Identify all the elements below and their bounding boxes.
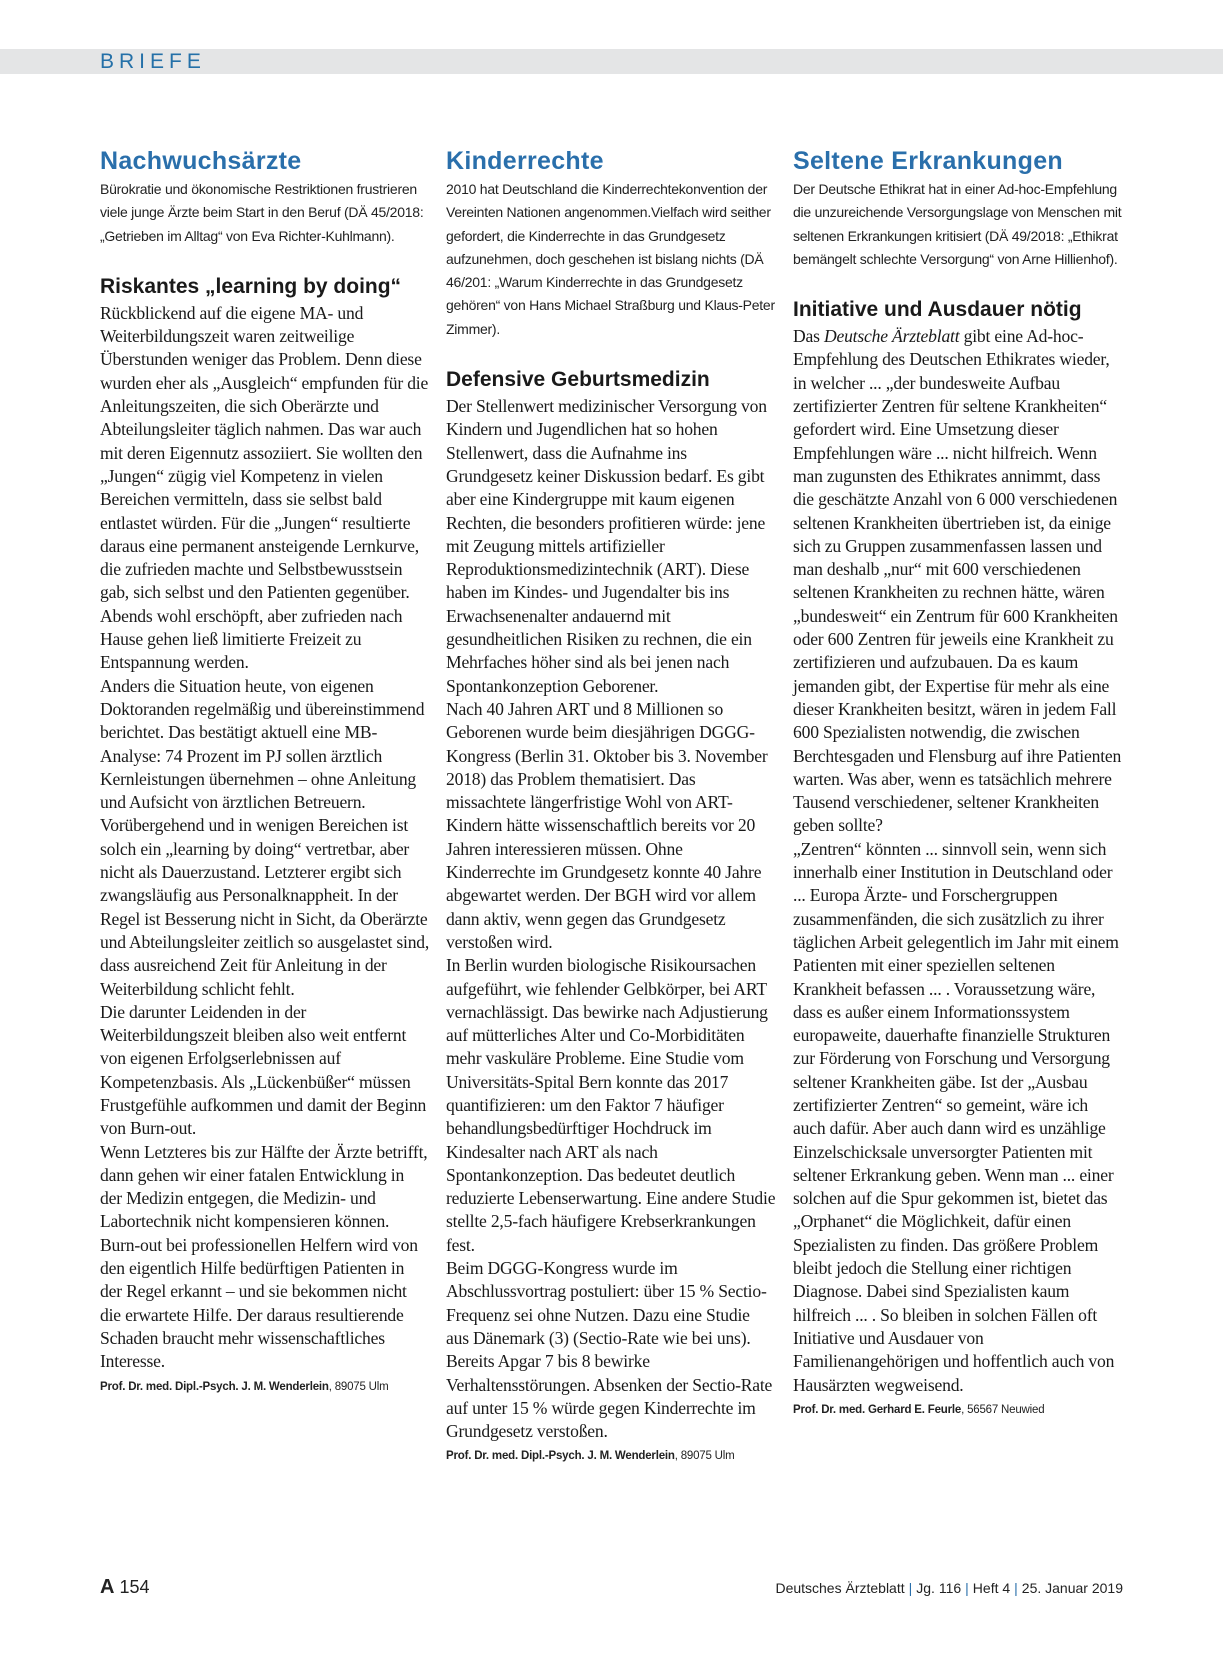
journal-volume: Jg. 116 bbox=[916, 1580, 962, 1596]
topic-intro: 2010 hat Deutschland die Kinderrechtekonvention der Vereinten Nationen angenommen.Vielfach wird seither gefordert, die Kinderrechte in das Grundgesetz aufzunehmen, doch geschehen ist bislang nichts (DÄ 46/201: „Warum Kinderrechte in das Grundgesetz gehören“ von Hans Michael Straßburg und Klaus-Peter Zimmer). bbox=[446, 181, 775, 337]
journal-name: Deutsches Ärzteblatt bbox=[775, 1580, 905, 1596]
signature-name: Prof. Dr. med. Dipl.-Psych. J. M. Wenderlein bbox=[446, 1450, 675, 1463]
topic-intro: Bürokratie und ökonomische Restriktionen frustrieren viele junge Ärzte beim Start in den Beruf (DÄ 45/2018: „Getrieben im Alltag“ von Eva Richter-Kuhlmann). bbox=[100, 181, 424, 244]
topic-title: Nachwuchsärzte bbox=[100, 147, 302, 175]
letter-paragraph: „Zentren“ könnten ... sinnvoll sein, wenn sich innerhalb einer Institution in Deutschland oder ... Europa Ärzte- und Forschergruppen zusammenfänden, die sich zusätzlich zu ihrer täglichen Arbeit gelegentlich im Jahr mit einem Patienten mit einer speziellen seltenen Krankheit befassen ... . Voraussetzung wäre, dass es außer einem Informationssystem europaweite, dauerhafte finanzielle Strukturen zur Förderung von Forschung und Versorgung seltener Krankheiten gäbe. Ist der „Ausbau zertifizierter Zentren“ so gemeint, wäre ich auch dafür. Aber auch dann wird es unzählige Einzelschicksale unversorgter Patienten mit seltener Erkrankung geben. Wenn man ... einer solchen auf die Spur gekommen ist, bietet das „Orphanet“ die Möglichkeit, dafür einen Spezialisten zu finden. Das größere Problem bleibt jedoch die Stellung einer richtigen Diagnose. Dabei sind Spezialisten kaum hilfreich ... . So bleiben in solchen Fällen oft Initiative und Ausdauer von Familienangehörigen und hoffentlich auch von Hausärzten wegweisend. bbox=[793, 838, 1119, 1395]
signature-name: Prof. Dr. med. Dipl.-Psych. J. M. Wenderlein bbox=[100, 1380, 329, 1393]
topic-intro: Der Deutsche Ethikrat hat in einer Ad-hoc-Empfehlung die unzureichende Versorgungslage von Menschen mit seltenen Erkrankungen kritisiert (DÄ 49/2018: „Ethikrat bemängelt schlechte Versorgung“ von Arne Hillienhof). bbox=[793, 181, 1122, 267]
letter-title: Defensive Geburtsmedizin bbox=[446, 368, 710, 392]
publication-name: Deutsche Ärzteblatt bbox=[823, 326, 960, 347]
letter-paragraph: Rückblickend auf die eigene MA- und Weiterbildungszeit waren zeitweilige Überstunden weniger das Problem. Denn diese wurden eher als „Ausgleich“ empfunden für die Anleitungszeiten, die sich Oberärzte und Abteilungsleiter täglich nahmen. Das war auch mit deren Eigennutz assoziiert. Sie wollten den „Jungen“ zügig viel Kompetenz in vielen Bereichen vermitteln, dass sie selbst bald entlastet würden. Für die „Jungen“ resultierte daraus eine permanent ansteigende Lernkurve, die zufrieden machte und Selbstbewusstsein gab, sich selbst und den Patienten gegenüber. Abends wohl erschöpft, aber zufrieden nach Hause gehen ließ limitierte Freizeit zu Entspannung werden. bbox=[100, 302, 429, 673]
separator: | bbox=[908, 1580, 913, 1596]
letter-signature bbox=[446, 1448, 776, 1464]
letter-column-3 bbox=[793, 146, 1123, 1418]
letter-paragraph bbox=[793, 325, 1123, 838]
section-label: BRIEFE bbox=[100, 50, 206, 73]
page-number bbox=[100, 1576, 150, 1599]
letter-signature bbox=[100, 1379, 430, 1395]
separator: | bbox=[965, 1580, 969, 1596]
page-prefix: A bbox=[100, 1576, 115, 1598]
signature-place: , 89075 Ulm bbox=[674, 1450, 735, 1463]
letter-paragraph: Wenn Letzteres bis zur Hälfte der Ärzte betrifft, dann gehen wir einer fatalen Entwicklung in der Medizin entgegen, die Medizin- und Labortechnik nicht kompensieren können. Burn-out bei professionellen Helfern wird von den eigentlich Hilfe bedürftigen Patienten in der Regel erkannt – und sie bekommen nicht die erwartete Hilfe. Der daraus resultierende Schaden braucht mehr wissenschaftliches Interesse. bbox=[100, 1141, 428, 1372]
journal-date: 25. Januar 2019 bbox=[1021, 1580, 1123, 1596]
signature-place: , 89075 Ulm bbox=[328, 1380, 389, 1393]
letter-paragraph: Der Stellenwert medizinischer Versorgung von Kindern und Jugendlichen hat so hohen Stellenwert, dass die Aufnahme ins Grundgesetz keiner Diskussion bedarf. Es gibt aber eine Kindergruppe mit kaum eigenen Rechten, die besonders profitieren würde: jene mit Zeugung mittels artifizieller Reproduktionsmedizintechnik (ART). Diese haben im Kindes- und Jugendalter bis ins Erwachsenenalter andauernd mit gesundheitlichen Risiken zu rechnen, die ein Mehrfaches höher sind als bei jenen nach Spontankonzeption Geborener. bbox=[446, 396, 767, 696]
page-number-value: 154 bbox=[119, 1577, 150, 1597]
signature-place: , 56567 Neuwied bbox=[961, 1403, 1045, 1416]
topic-title: Seltene Erkrankungen bbox=[793, 147, 1063, 175]
paragraph-rest: gibt eine Ad-hoc-Empfehlung des Deutschen Ethikrates wieder, in welcher ... „der bundesweite Aufbau zertifizierter Zentren für seltene Krankheiten“ gefordert wird. Eine Umsetzung dieser Empfehlungen wäre ... nicht hilfreich. Wenn man zugunsten des Ethikrates annimmt, dass die geschätzte Anzahl von 6 000 verschiedenen seltenen Krankheiten übertrieben ist, da einige sich zu Gruppen zusammenfassen lassen und man deshalb „nur“ mit 600 verschiedenen seltenen Krankheiten zu rechnen hätte, wären „bundesweit“ ein Zentrum für 600 Krankheiten oder 600 Zentren für jeweils eine Krankheit zu zertifizieren und aufzubauen. Da es kaum jemanden gibt, der Expertise für mehr als eine dieser Krankheiten besitzt, wären in jedem Fall 600 Spezialisten notwendig, die zwischen Berchtesgaden und Flensburg auf ihre Patienten warten. Was aber, wenn es tatsächlich mehrere Tausend verschiedener, seltener Krankheiten geben sollte? bbox=[793, 326, 1122, 836]
separator: | bbox=[1014, 1580, 1018, 1596]
letter-paragraph: In Berlin wurden biologische Risikoursachen aufgeführt, wie fehlender Gelbkörper, bei ART vernachlässigt. Das bewirke nach Adjustierung auf mütterliches Alter und Co-Morbiditäten mehr vaskuläre Probleme. Eine Studie vom Universitäts-Spital Bern konnte das 2017 quantifizieren: um den Faktor 7 häufiger behandlungsbedürftiger Hochdruck im Kindesalter nach ART als nach Spontankonzeption. Das bedeutet deutlich reduzierte Lebenserwartung. Eine andere Studie stellte 2,5-fach häufigere Krebserkrankungen fest. bbox=[446, 955, 776, 1255]
paragraph-lead: Das bbox=[793, 326, 824, 347]
letter-signature bbox=[793, 1402, 1123, 1418]
signature-name: Prof. Dr. med. Gerhard E. Feurle bbox=[793, 1403, 962, 1416]
topic-title: Kinderrechte bbox=[446, 147, 604, 175]
journal-info bbox=[775, 1580, 1123, 1596]
letter-paragraph: Anders die Situation heute, von eigenen Doktoranden regelmäßig und übereinstimmend berichtet. Das bestätigt aktuell eine MB-Analyse: 74 Prozent im PJ sollen ärztlich Kernleistungen übernehmen – ohne Anleitung und Aufsicht von ärztlichen Betreuern. Vorübergehend und in wenigen Bereichen ist solch ein „learning by doing“ vertretbar, aber nicht als Dauerzustand. Letzterer ergibt sich zwangsläufig aus Personalknappheit. In der Regel ist Besserung nicht in Sicht, da Oberärzte und Abteilungsleiter zeitlich so ausgelastet sind, dass ausreichend Zeit für Anleitung in der Weiterbildung schlicht fehlt. bbox=[100, 675, 430, 999]
letter-title: Initiative und Ausdauer nötig bbox=[793, 298, 1082, 322]
journal-issue: Heft 4 bbox=[972, 1580, 1011, 1596]
letter-paragraph: Nach 40 Jahren ART und 8 Millionen so Geborenen wurde beim diesjährigen DGGG-Kongress (Berlin 31. Oktober bis 3. November 2018) das Problem thematisiert. Das missachtete längerfristige Wohl von ART- Kindern hätte wissenschaftlich bereits vor 20 Jahren interessieren müssen. Ohne Kinderrechte im Grundgesetz konnte 40 Jahre abgewartet werden. Der BGH wird vor allem dann aktiv, wenn gegen das Grundgesetz verstoßen wird. bbox=[446, 698, 768, 952]
letter-paragraph: Beim DGGG-Kongress wurde im Abschlussvortrag postuliert: über 15 % Sectio-Frequenz sei ohne Nutzen. Dazu eine Studie aus Dänemark (3) (Sectio-Rate wie bei uns). Bereits Apgar 7 bis 8 bewirke Verhaltensstörungen. Absenken der Sectio-Rate auf unter 15 % würde gegen Kinderrechte im Grundgesetz verstoßen. bbox=[446, 1258, 773, 1442]
letter-title: Riskantes „learning by doing“ bbox=[100, 274, 402, 298]
letter-paragraph: Die darunter Leidenden in der Weiterbildungszeit bleiben also weit entfernt von eigenen Erfolgserlebnissen auf Kompetenzbasis. Als „Lückenbüßer“ müssen Frustgefühle aufkommen und damit der Beginn von Burn-out. bbox=[100, 1001, 427, 1139]
letter-column-1 bbox=[100, 146, 430, 1395]
letter-column-2 bbox=[446, 146, 776, 1464]
